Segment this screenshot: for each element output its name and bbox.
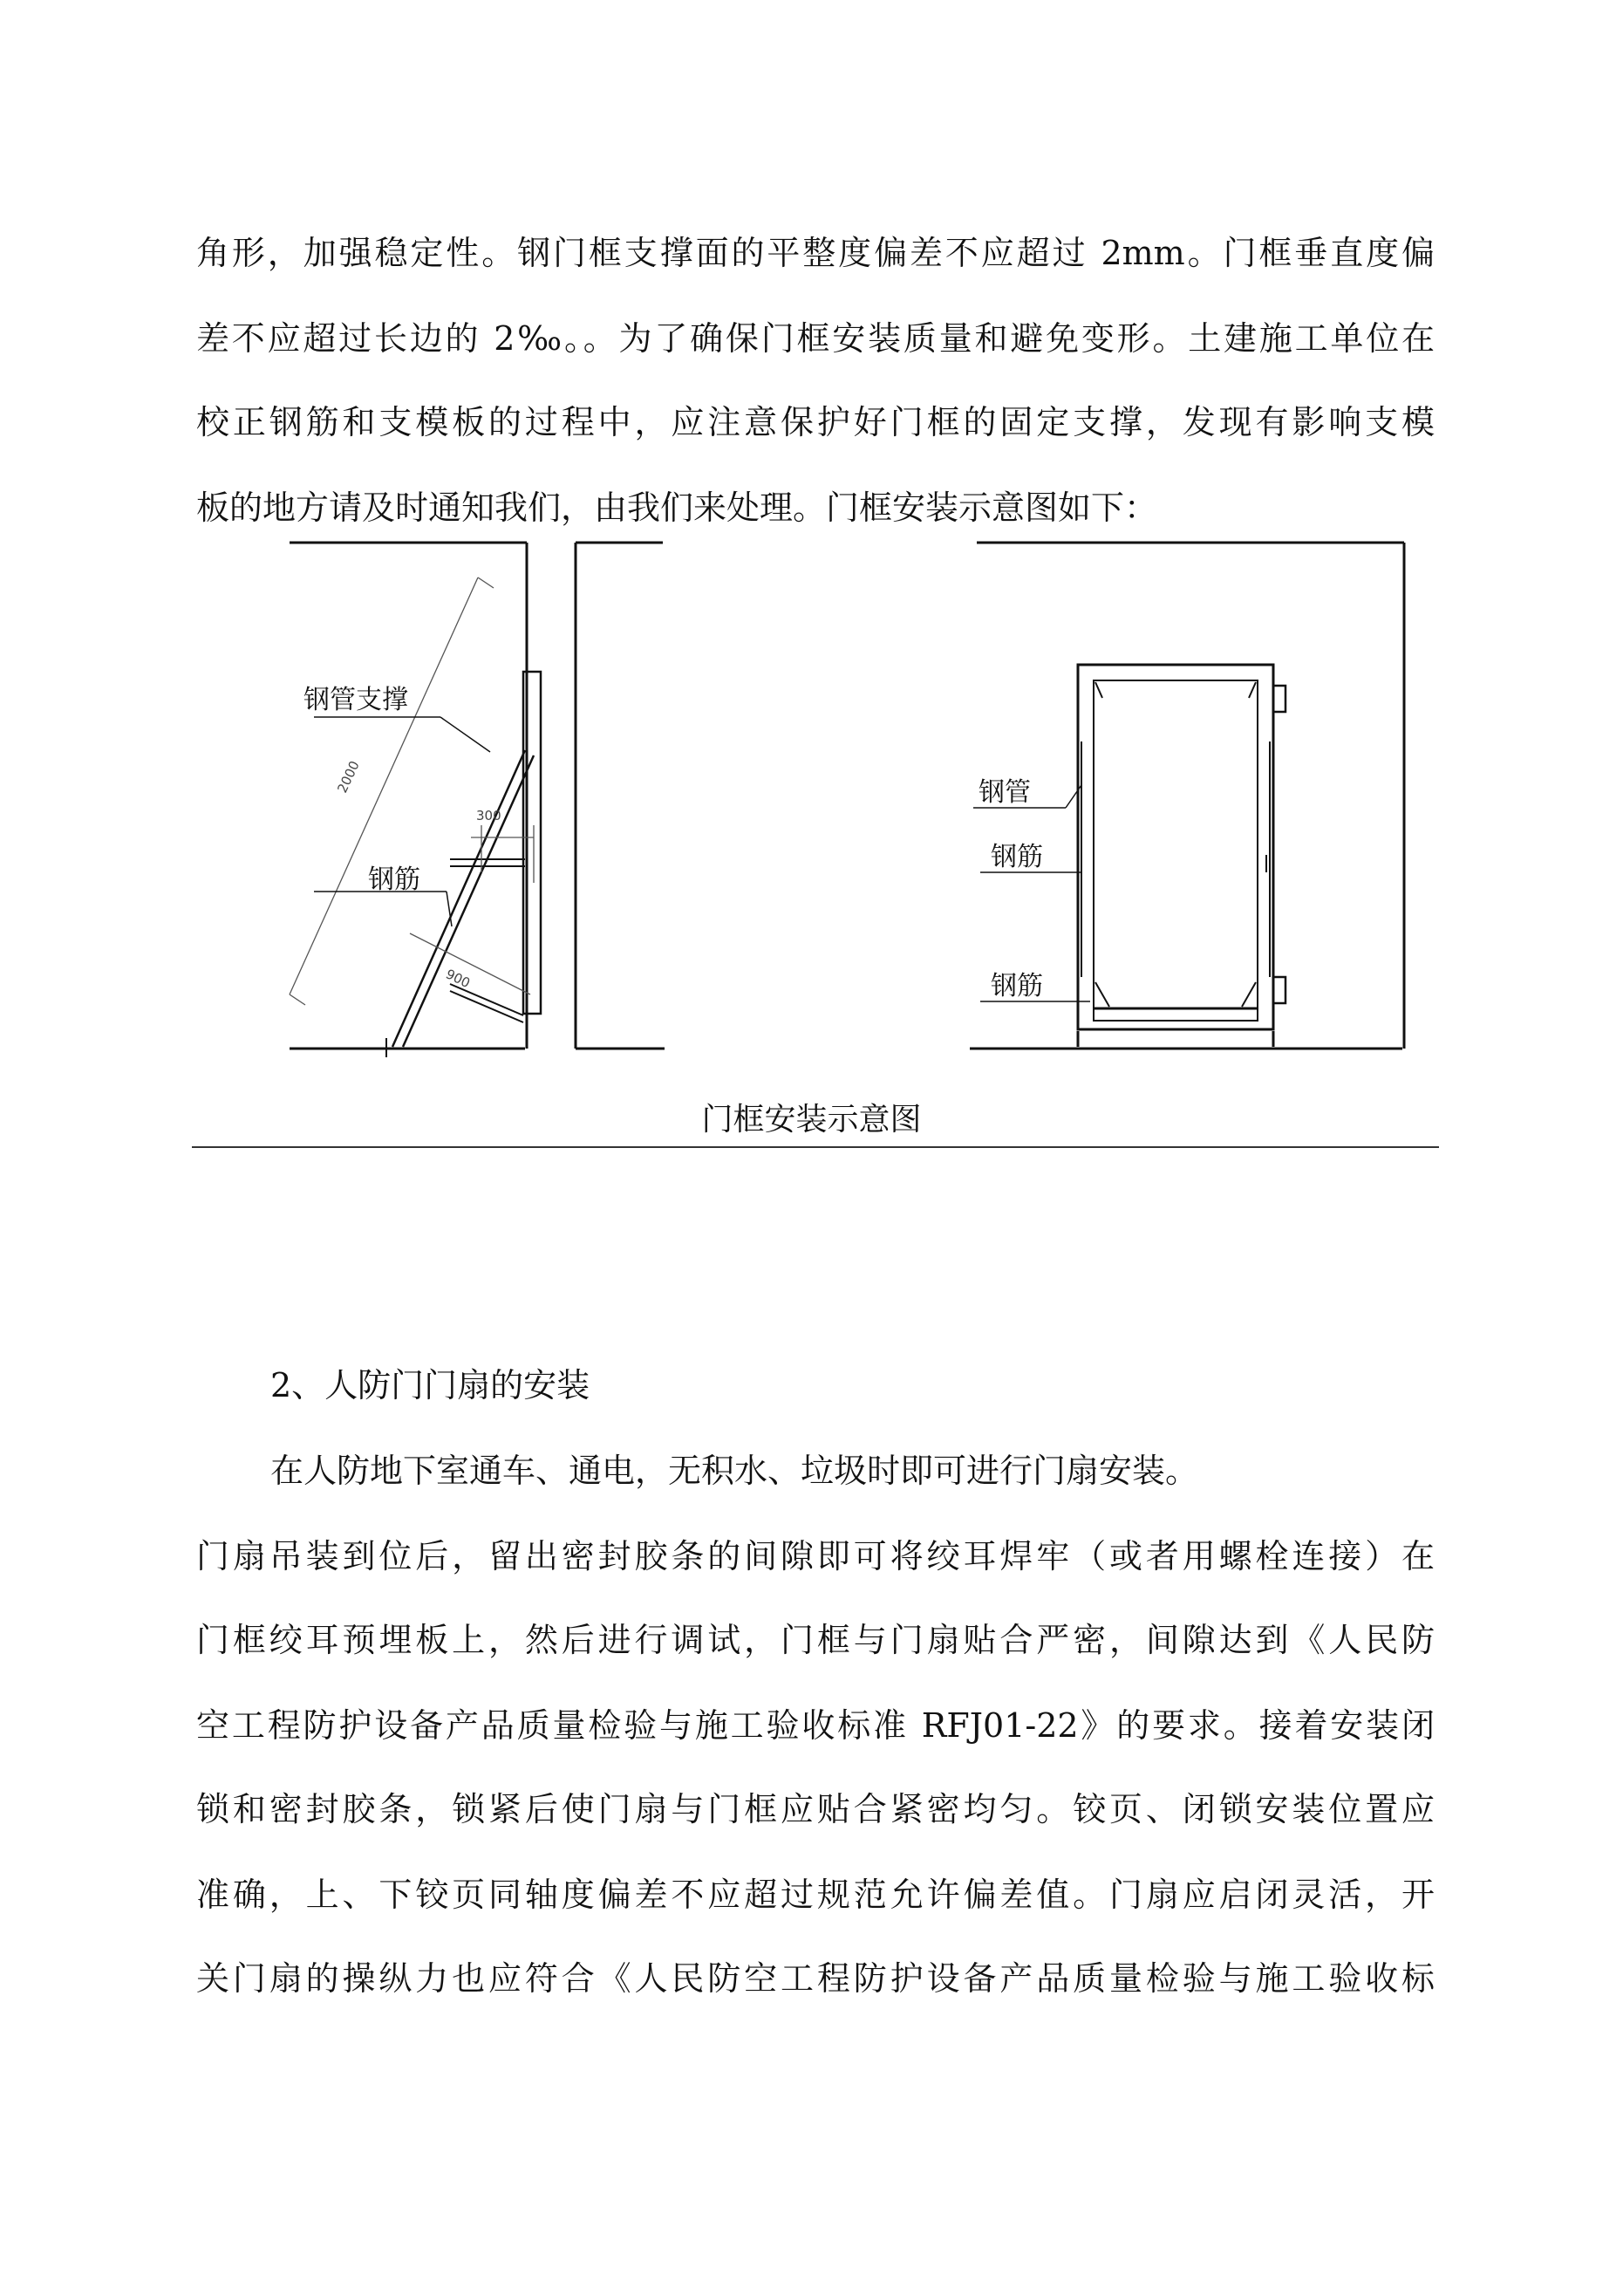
paragraph-body-line-3: 空工程防护设备产品质量检验与施工验收标准 RFJ01-22》的要求。接着安装闭 <box>196 1706 1435 1745</box>
hinge-top <box>1273 686 1285 712</box>
dim-2000: 2000 <box>334 758 363 796</box>
door-frame-inner <box>1094 680 1258 1021</box>
paragraph-body-line-2: 门框绞耳预埋板上，然后进行调试，门框与门扇贴合严密，间隙达到《人民防 <box>196 1621 1435 1659</box>
figure-caption: 门框安装示意图 <box>701 1102 922 1138</box>
paragraph-top-line-1: 角形，加强稳定性。钢门框支撑面的平整度偏差不应超过 2mm。门框垂直度偏 <box>196 234 1435 272</box>
dim-line-2000 <box>290 577 478 994</box>
paragraph-top-line-2: 差不应超过长边的 2‰。。为了确保门框安装质量和避免变形。土建施工单位在 <box>196 319 1435 358</box>
paragraph-body-line-6: 关门扇的操纵力也应符合《人民防空工程防护设备产品质量检验与施工验收标 <box>196 1959 1435 1998</box>
label-rebar-right-top: 钢筋 <box>991 842 1043 872</box>
paragraph-top-line-4: 板的地方请及时通知我们，由我们来处理。门框安装示意图如下： <box>196 489 1158 527</box>
pipe-brace-diagonal <box>392 750 525 1047</box>
section-heading: 2、人防门门扇的安装 <box>270 1366 590 1404</box>
dim-300: 300 <box>476 808 501 823</box>
paragraph-body-line-4: 锁和密封胶条，锁紧后使门扇与门框应贴合紧密均匀。铰页、闭锁安装位置应 <box>196 1790 1435 1828</box>
paragraph-body-line-5: 准确，上、下铰页同轴度偏差不应超过规范允许偏差值。门扇应启闭灵活，开 <box>196 1876 1435 1914</box>
label-rebar-right-bottom: 钢筋 <box>991 971 1043 1001</box>
paragraph-top-line-3: 校正钢筋和支模板的过程中，应注意保护好门框的固定支撑，发现有影响支模 <box>196 403 1435 441</box>
paragraph-intro: 在人防地下室通车、通电，无积水、垃圾时即可进行门扇安装。 <box>270 1452 1199 1490</box>
caption-divider <box>192 1146 1439 1148</box>
door-frame-installation-diagram <box>174 523 1448 1151</box>
dim-line-900 <box>410 933 530 994</box>
label-pipe-right: 钢管 <box>979 777 1031 808</box>
label-pipe-support: 钢管支撑 <box>303 685 408 715</box>
dim-900: 900 <box>443 966 473 992</box>
hinge-bottom <box>1273 977 1285 1003</box>
paragraph-body-line-1: 门扇吊装到位后，留出密封胶条的间隙即可将绞耳焊牢（或者用螺栓连接）在 <box>196 1537 1435 1575</box>
label-rebar-left: 钢筋 <box>368 864 420 895</box>
door-frame-outer <box>1078 665 1273 1029</box>
